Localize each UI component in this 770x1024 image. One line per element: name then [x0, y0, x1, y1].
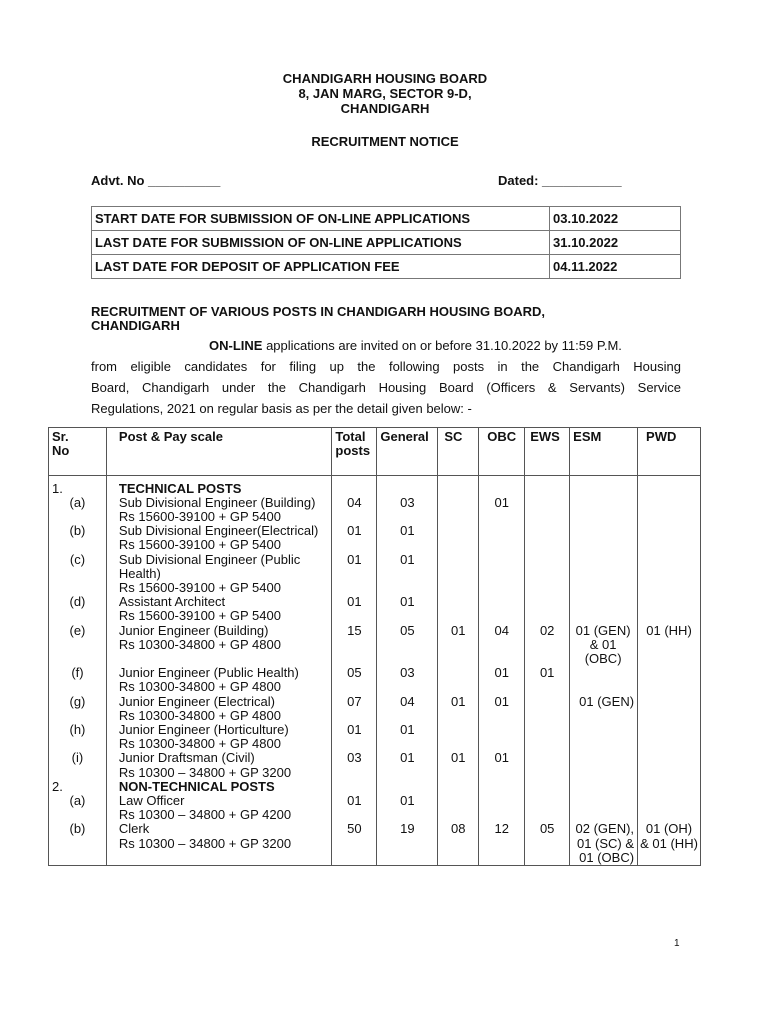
category-row	[49, 482, 701, 496]
date-label: LAST DATE FOR SUBMISSION OF ON-LINE APPLICATIONS	[92, 231, 550, 255]
row-obc: 04	[479, 624, 525, 667]
category-sr: 1.	[49, 482, 107, 496]
category-title: TECHNICAL POSTS	[106, 482, 331, 496]
post-name: Junior Engineer (Public Health)	[118, 665, 299, 681]
row-total: 01	[332, 723, 377, 751]
row-ews: 02	[525, 624, 570, 667]
post-name: Assistant Architect	[118, 594, 226, 610]
row-esm	[570, 524, 638, 552]
table-row	[49, 524, 701, 552]
category-title: NON-TECHNICAL POSTS	[106, 780, 331, 794]
row-post	[106, 822, 331, 865]
pay-scale: Rs 10300 – 34800 + GP 4200	[118, 807, 292, 823]
row-obc	[479, 595, 525, 623]
row-obc	[479, 524, 525, 552]
pay-scale: Rs 10300-34800 + GP 4800	[118, 736, 281, 752]
row-sc	[438, 794, 479, 822]
table-row	[49, 666, 701, 694]
row-sr: (c)	[49, 553, 107, 596]
date-value: 31.10.2022	[550, 231, 681, 255]
row-pwd	[638, 695, 701, 723]
row-ews	[525, 595, 570, 623]
pay-scale: Rs 10300-34800 + GP 4800	[118, 707, 281, 723]
row-post	[106, 723, 331, 751]
row-ews	[525, 794, 570, 822]
row-general: 01	[377, 751, 438, 779]
post-name: Sub Divisional Engineer (Building)	[118, 494, 316, 510]
row-obc: 01	[479, 666, 525, 694]
row-general: 19	[377, 822, 438, 865]
row-pwd	[638, 496, 701, 524]
pay-scale: Rs 15600-39100 + GP 5400	[118, 579, 281, 595]
advt-number: Advt. No __________	[91, 173, 221, 188]
row-ews: 05	[525, 822, 570, 865]
row-post	[106, 751, 331, 779]
row-pwd	[638, 794, 701, 822]
row-general: 01	[377, 595, 438, 623]
row-esm: 01 (GEN) & 01 (OBC)	[570, 624, 638, 667]
notice-title: RECRUITMENT NOTICE	[311, 134, 459, 149]
intro-line-3: Board, Chandigarh under the Chandigarh Housing Board (Officers & Servants) Service	[91, 380, 681, 395]
row-sr: (i)	[49, 751, 107, 779]
row-pwd	[638, 751, 701, 779]
table-row	[49, 751, 701, 779]
header-pwd: PWD	[638, 428, 701, 476]
date-row	[92, 255, 681, 279]
pay-scale: Rs 10300-34800 + GP 4800	[118, 679, 281, 695]
date-value: 04.11.2022	[550, 255, 681, 279]
pay-scale: Rs 15600-39100 + GP 5400	[118, 508, 281, 524]
row-sr: (a)	[49, 794, 107, 822]
intro-line-1-text: applications are invited on or before 31.10.2022 by 11:59 P.M.	[262, 338, 622, 353]
table-row	[49, 595, 701, 623]
row-sr: (b)	[49, 524, 107, 552]
row-ews: 01	[525, 666, 570, 694]
row-total: 50	[332, 822, 377, 865]
header-sc: SC	[438, 428, 479, 476]
header-general: General	[377, 428, 438, 476]
date-label: LAST DATE FOR DEPOSIT OF APPLICATION FEE	[92, 255, 550, 279]
row-sr: (h)	[49, 723, 107, 751]
row-total: 01	[332, 524, 377, 552]
row-post	[106, 794, 331, 822]
row-sr: (b)	[49, 822, 107, 865]
table-row	[49, 624, 701, 667]
pay-scale: Rs 10300 – 34800 + GP 3200	[118, 764, 292, 780]
row-post	[106, 524, 331, 552]
post-name: Sub Divisional Engineer (Public Health)	[118, 551, 301, 581]
table-row	[49, 695, 701, 723]
table-row	[49, 553, 701, 596]
intro-line-1	[91, 335, 681, 357]
online-lead: ON-LINE	[209, 338, 263, 353]
header-obc: OBC	[479, 428, 525, 476]
row-total: 15	[332, 624, 377, 667]
dates-table	[91, 206, 681, 279]
section-heading: RECRUITMENT OF VARIOUS POSTS IN CHANDIGARH HOUSING BOARD,	[91, 304, 546, 319]
section-heading-cont: CHANDIGARH	[91, 318, 180, 333]
row-obc	[479, 794, 525, 822]
row-post	[106, 666, 331, 694]
row-post	[106, 695, 331, 723]
table-row	[49, 822, 701, 865]
header-total: Total posts	[332, 428, 377, 476]
row-obc	[479, 553, 525, 596]
row-pwd: 01 (OH) & 01 (HH)	[638, 822, 701, 865]
row-ews	[525, 723, 570, 751]
intro-line-4: Regulations, 2021 on regular basis as per the detail given below: -	[91, 401, 472, 416]
row-sr: (f)	[49, 666, 107, 694]
table-row	[49, 723, 701, 751]
row-ews	[525, 553, 570, 596]
pay-scale: Rs 15600-39100 + GP 5400	[118, 537, 281, 553]
date-value: 03.10.2022	[550, 207, 681, 231]
post-name: Junior Engineer (Horticulture)	[118, 721, 289, 737]
row-pwd	[638, 595, 701, 623]
row-general: 01	[377, 553, 438, 596]
row-total: 04	[332, 496, 377, 524]
row-ews	[525, 751, 570, 779]
row-sc	[438, 553, 479, 596]
row-pwd	[638, 723, 701, 751]
row-sc	[438, 524, 479, 552]
row-total: 01	[332, 553, 377, 596]
row-sc	[438, 666, 479, 694]
row-post	[106, 595, 331, 623]
header-sr: Sr. No	[49, 428, 107, 476]
table-header-row	[49, 428, 701, 476]
row-sc: 08	[438, 822, 479, 865]
row-obc: 01	[479, 695, 525, 723]
row-pwd: 01 (HH)	[638, 624, 701, 667]
table-row	[49, 496, 701, 524]
row-total: 05	[332, 666, 377, 694]
header-post: Post & Pay scale	[106, 428, 331, 476]
row-ews	[525, 695, 570, 723]
post-name: Law Officer	[118, 792, 185, 808]
row-obc	[479, 723, 525, 751]
row-post	[106, 624, 331, 667]
table-row	[49, 794, 701, 822]
dated: Dated: ___________	[498, 173, 622, 188]
row-obc: 01	[479, 496, 525, 524]
row-general: 04	[377, 695, 438, 723]
row-post	[106, 553, 331, 596]
row-esm	[570, 496, 638, 524]
row-obc: 12	[479, 822, 525, 865]
row-esm	[570, 794, 638, 822]
post-name: Junior Draftsman (Civil)	[118, 750, 255, 766]
row-post	[106, 496, 331, 524]
row-esm	[570, 723, 638, 751]
row-esm	[570, 553, 638, 596]
row-sc: 01	[438, 695, 479, 723]
org-address: 8, JAN MARG, SECTOR 9-D,	[298, 86, 472, 101]
row-general: 03	[377, 666, 438, 694]
row-general: 01	[377, 524, 438, 552]
row-esm: 01 (GEN)	[570, 695, 638, 723]
row-sr: (g)	[49, 695, 107, 723]
row-sr: (d)	[49, 595, 107, 623]
row-total: 03	[332, 751, 377, 779]
row-ews	[525, 524, 570, 552]
row-esm: 02 (GEN), 01 (SC) & 01 (OBC)	[570, 822, 638, 865]
row-sr: (e)	[49, 624, 107, 667]
category-sr: 2.	[49, 780, 107, 794]
row-esm	[570, 666, 638, 694]
page-number: 1	[674, 938, 680, 949]
posts-table	[48, 427, 701, 866]
row-sc	[438, 723, 479, 751]
pay-scale: Rs 10300 – 34800 + GP 3200	[118, 835, 292, 851]
org-name: CHANDIGARH HOUSING BOARD	[282, 71, 488, 86]
row-general: 01	[377, 794, 438, 822]
intro-line-2: from eligible candidates for filing up the following posts in the Chandigarh Housing	[91, 359, 681, 374]
post-name: Clerk	[118, 821, 150, 837]
row-pwd	[638, 553, 701, 596]
row-general: 01	[377, 723, 438, 751]
row-esm	[570, 595, 638, 623]
row-total: 07	[332, 695, 377, 723]
row-general: 05	[377, 624, 438, 667]
pay-scale: Rs 10300-34800 + GP 4800	[118, 636, 281, 652]
org-city: CHANDIGARH	[340, 101, 430, 116]
row-general: 03	[377, 496, 438, 524]
date-row	[92, 207, 681, 231]
row-pwd	[638, 524, 701, 552]
row-sc	[438, 595, 479, 623]
category-row	[49, 780, 701, 794]
row-esm	[570, 751, 638, 779]
header-ews: EWS	[525, 428, 570, 476]
row-pwd	[638, 666, 701, 694]
row-ews	[525, 496, 570, 524]
post-name: Junior Engineer (Building)	[118, 622, 269, 638]
row-total: 01	[332, 595, 377, 623]
row-total: 01	[332, 794, 377, 822]
pay-scale: Rs 15600-39100 + GP 5400	[118, 608, 281, 624]
row-sc: 01	[438, 624, 479, 667]
header-esm: ESM	[570, 428, 638, 476]
row-sc: 01	[438, 751, 479, 779]
post-name: Junior Engineer (Electrical)	[118, 693, 275, 709]
row-sr: (a)	[49, 496, 107, 524]
date-row	[92, 231, 681, 255]
post-name: Sub Divisional Engineer(Electrical)	[118, 523, 319, 539]
row-sc	[438, 496, 479, 524]
row-obc: 01	[479, 751, 525, 779]
date-label: START DATE FOR SUBMISSION OF ON-LINE APPLICATIONS	[92, 207, 550, 231]
